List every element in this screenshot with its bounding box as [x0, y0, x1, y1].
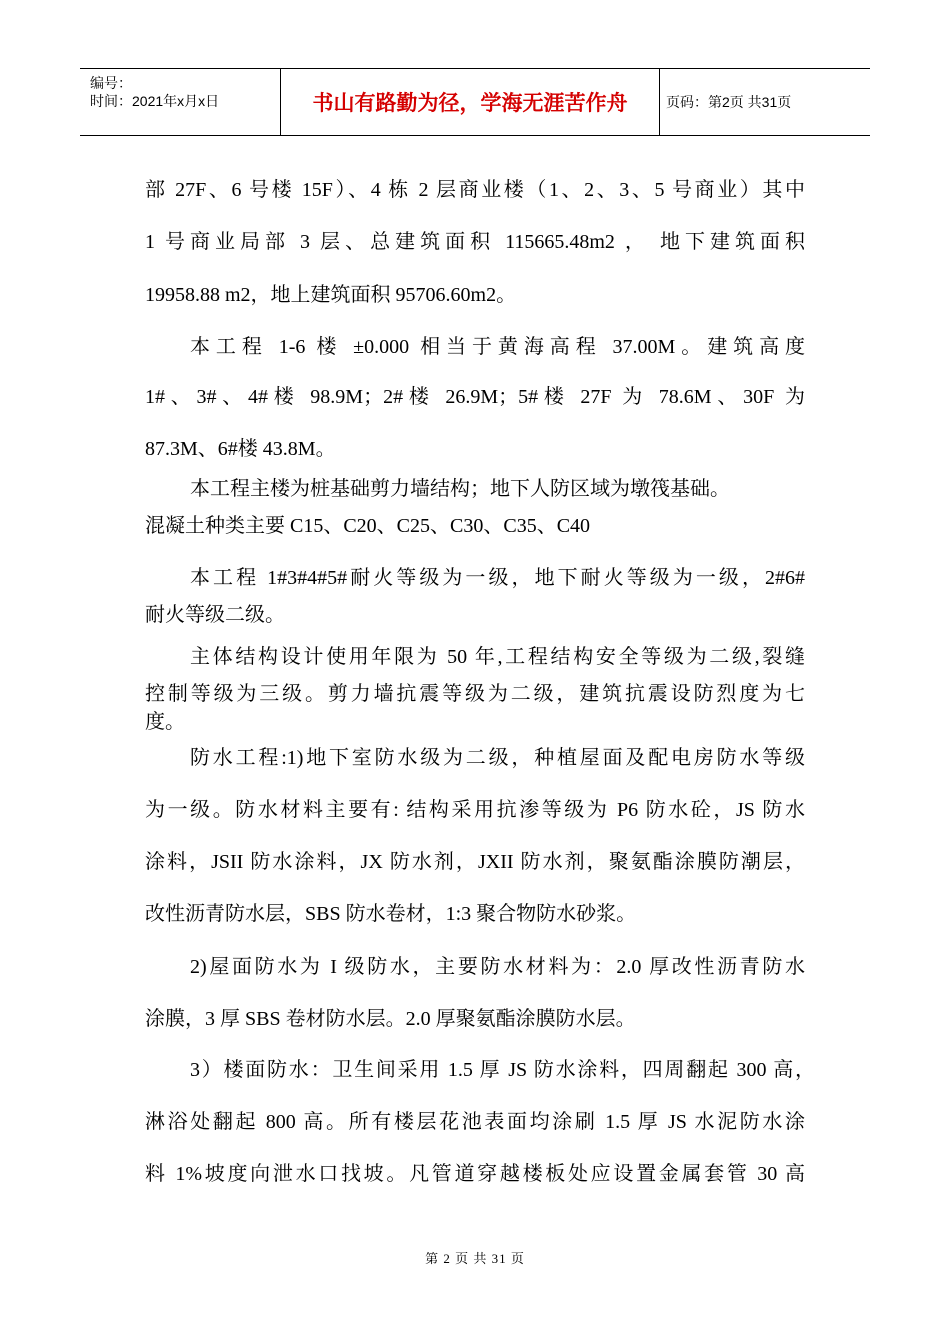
- text-line: 1#、3#、4#楼 98.9M；2#楼 26.9M；5#楼 27F 为 78.6M、30F 为: [145, 386, 805, 408]
- page-label: 页码：第2页 共31页: [666, 94, 792, 110]
- text-line: 为一级。防水材料主要有: 结构采用抗渗等级为 P6 防水砼，JS 防水: [145, 799, 805, 821]
- text-line: 涂膜，3 厚 SBS 卷材防水层。2.0 厚聚氨酯涂膜防水层。: [145, 1008, 636, 1030]
- text-line: 部 27F、6 号楼 15F）、4 栋 2 层商业楼（1、2、3、5 号商业）其中: [145, 179, 805, 201]
- text-line: 改性沥青防水层，SBS 防水卷材，1:3 聚合物防水砂浆。: [145, 903, 637, 925]
- text-line: 3）楼面防水：卫生间采用 1.5 厚 JS 防水涂料，四周翻起 300 高，: [190, 1059, 815, 1081]
- text-line: 淋浴处翻起 800 高。所有楼层花池表面均涂刷 1.5 厚 JS 水泥防水涂: [145, 1111, 805, 1133]
- motto: 书山有路勤为径，学海无涯苦作舟: [281, 69, 660, 135]
- header-info-cell: [80, 69, 281, 135]
- text-line: 防水工程:1)地下室防水级为二级，种植屋面及配电房防水等级: [190, 747, 805, 769]
- text-line: 87.3M、6#楼 43.8M。: [145, 438, 336, 460]
- page-footer: 第 2 页 共 31 页: [425, 1251, 525, 1266]
- text-line: 本工程主楼为桩基础剪力墙结构；地下人防区域为墩筏基础。: [190, 478, 730, 500]
- text-line: 本工程 1-6 楼 ±0.000 相当于黄海高程 37.00M。建筑高度: [190, 336, 805, 358]
- text-line: 控制等级为三级。剪力墙抗震等级为二级，建筑抗震设防烈度为七: [145, 683, 805, 705]
- text-line: 主体结构设计使用年限为 50 年,工程结构安全等级为二级,裂缝: [190, 646, 805, 668]
- text-line: 1 号商业局部 3 层、总建筑面积 115665.48m2 ， 地下建筑面积: [145, 231, 805, 253]
- text-line: 19958.88 m2，地上建筑面积 95706.60m2。: [145, 284, 517, 306]
- text-line: 料 1%坡度向泄水口找坡。凡管道穿越楼板处应设置金属套管 30 高: [145, 1163, 805, 1185]
- text-line: 2)屋面防水为 I 级防水，主要防水材料为：2.0 厚改性沥青防水: [190, 956, 805, 978]
- text-line: 涂料，JSII 防水涂料，JX 防水剂，JXII 防水剂，聚氨酯涂膜防潮层，: [145, 851, 805, 873]
- number-label: 编号：: [90, 75, 132, 91]
- page-header: [80, 68, 870, 136]
- text-line: 耐火等级二级。: [145, 604, 285, 626]
- time-label: 时间：2021年x月x日: [90, 93, 220, 109]
- text-line: 度。: [145, 711, 185, 733]
- text-line: 本工程 1#3#4#5#耐火等级为一级，地下耐火等级为一级，2#6#: [190, 567, 805, 589]
- text-line: 混凝土种类主要 C15、C20、C25、C30、C35、C40: [145, 515, 591, 537]
